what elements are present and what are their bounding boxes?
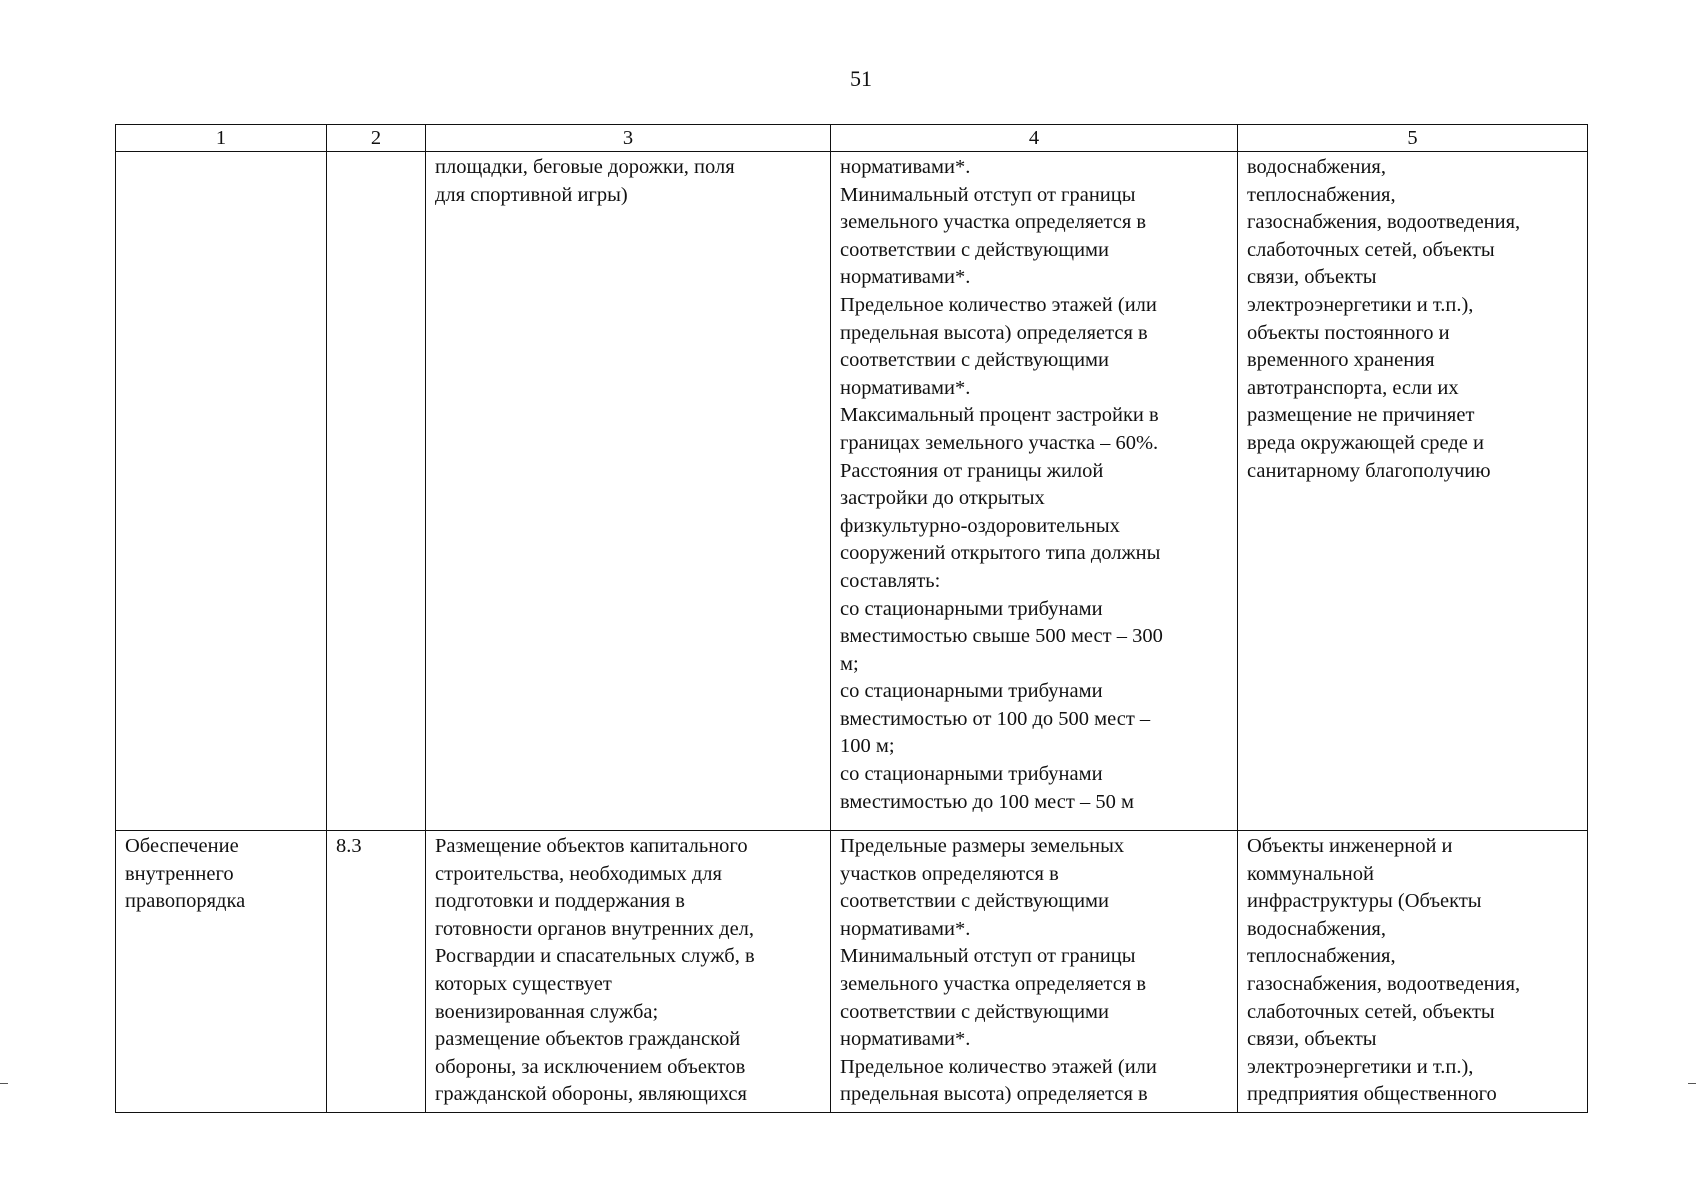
cell-use-name (116, 831, 327, 1113)
cell-text: площадки, беговые дорожки, поля для спортивной игры) (435, 156, 735, 206)
cell-code (327, 152, 426, 831)
cell-text: Предельные размеры земельных участков определяются в соответствии с действующими нормативами*. Минимальный отступ от границы земельного участка определяется в соответствии с действующими нормативами*. Предельное количество этажей (или предельная высота) определяется в (840, 835, 1157, 1106)
table-row (116, 152, 1588, 831)
cell-text: 8.3 (336, 835, 362, 857)
column-header-3: 3 (426, 125, 831, 152)
cell-use-name (116, 152, 327, 831)
cell-parameters (831, 152, 1238, 831)
scan-margin-mark-left (0, 1083, 8, 1084)
page-number: 51 (850, 66, 872, 91)
header-row (116, 125, 1588, 152)
cell-auxiliary-uses (1238, 152, 1588, 831)
cell-code (327, 831, 426, 1113)
cell-description (426, 152, 831, 831)
regulations-table (115, 124, 1588, 1113)
scan-margin-mark-right (1688, 1083, 1696, 1084)
cell-text: Обеспечение внутреннего правопорядка (125, 835, 246, 913)
column-header-4: 4 (831, 125, 1238, 152)
column-header-1: 1 (116, 125, 327, 152)
cell-text: Размещение объектов капитального строительства, необходимых для подготовки и поддержания в готовности органов внутренних дел, Росгвардии и спасательных служб, в которых существует военизированная служба; размещение объектов гражданской обороны, за исключением объектов гражданской обороны, являющихся (435, 835, 755, 1106)
column-header-2: 2 (327, 125, 426, 152)
cell-description (426, 831, 831, 1113)
table-row (116, 831, 1588, 1113)
cell-auxiliary-uses (1238, 831, 1588, 1113)
cell-text: нормативами*. Минимальный отступ от границы земельного участка определяется в соответствии с действующими нормативами*. Предельное количество этажей (или предельная высота) определяется в соответствии с действующими нормативами*. Максимальный процент застройки в границах земельного участка – 60%. Расстояния от границы жилой застройки до открытых физкультурно-оздоровительных сооружений открытого типа должны составлять: со стационарными трибунами вместимостью свыше 500 мест – 300 м; со стационарными трибунами вместимостью от 100 до 500 мест – 100 м; со стационарными трибунами вместимостью до 100 мест – 50 м (840, 156, 1163, 813)
cell-text: водоснабжения, теплоснабжения, газоснабжения, водоотведения, слаботочных сетей, объекты связи, объекты электроэнергетики и т.п.), объекты постоянного и временного хранения автотранспорта, если их размещение не причиняет вреда окружающей среде и санитарному благополучию (1247, 156, 1521, 482)
column-header-5: 5 (1238, 125, 1588, 152)
cell-text: Объекты инженерной и коммунальной инфраструктуры (Объекты водоснабжения, теплоснабжения, газоснабжения, водоотведения, слаботочных сетей, объекты связи, объекты электроэнергетики и т.п.), предприятия общественного (1247, 835, 1521, 1106)
cell-parameters (831, 831, 1238, 1113)
